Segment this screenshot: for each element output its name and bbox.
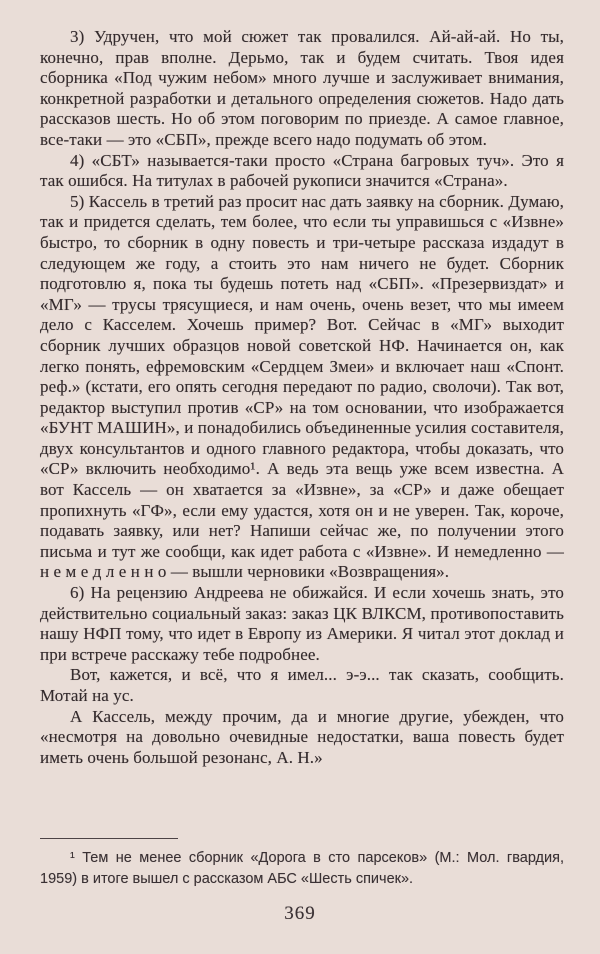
paragraph-item-4: 4) «СБТ» называется-таки просто «Страна багровых туч». Это я так ошибся. На титулах в рабочей рукописи значится «Страна». [40,150,564,191]
paragraph-closing: Вот, кажется, и всё, что я имел... э-э... так сказать, сообщить. Мотай на ус. [40,665,564,705]
footnote-text-line: ¹ Тем не менее сборник «Дорога в сто парсеков» (М.: Мол. гвардия, 1959) в итоге вышел с рассказом АБС «Шесть спичек». [40,850,564,887]
paragraph-item-5: 5) Кассель в третий раз просит нас дать заявку на сборник. Думаю, так и придется сделать, тем более, что если ты управишься с «Извне» быстро, то сборник в одну повесть и три-четыре рассказа издадут в следующем же году, а стоить это нам ничего не будет. Сборник подготовлю я, пока ты будешь потеть над «СБП». «Презервиздат» и «МГ» — трусы трясущиеся, и нам очень, очень везет, что мы имеем дело с Касселем. Хочешь пример? Вот. Сейчас в «МГ» выходит сборник лучших образцов новой советской НФ. Начинается он, как легко понять, ефремовским «Сердцем Змеи» и включает наш «Спонт. реф.» (кстати, его опять сегодня передают по радио, сволочи). Так вот, редактор выступил против «СР» на том основании, что изображается «БУНТ МАШИН», и понадобились объединенные усилия составителя, двух консультантов и одного главного редактора, чтобы доказать, что «СР» включить необходимо¹. А ведь эта вещь уже всем известна. А вот Кассель — он хватается за «Извне», за «СР» и даже обещает пропихнуть «ГФ», если ему удастся, хотя он и не уверен. Так, короче, подавать заявку, или нет? Напиши сейчас же, по получении этого письма и тут же сообщи, как идет работа с «Извне». И немедленно — н е м е д л е н н о — вышли черновики «Возвращения». [40,191,564,582]
paragraph-kassel-quote: А Кассель, между прочим, да и многие другие, убежден, что «несмотря на довольно очевидные недостатки, ваша повесть будет иметь очень большой резонанс, А. Н.» [40,706,564,767]
page-number: 369 [284,903,316,924]
footnote [40,848,564,890]
letter-body [40,27,564,768]
footnote-block [40,838,564,890]
footnote-divider [40,838,178,839]
paragraph-item-3: 3) Удручен, что мой сюжет так провалился. Ай-ай-ай. Но ты, конечно, прав вполне. Дерьмо, так и будем считать. Твоя идея сборника «Под чужим небом» много лучше и заслуживает внимания, конкретной разработки и детального определения сюжетов. Надо дать рассказов шесть. Но об этом поговорим по приезде. А самое главное, все-таки — это «СБП», прежде всего надо подумать об этом. [40,27,564,149]
paragraph-item-6: 6) На рецензию Андреева не обижайся. И если хочешь знать, это действительно социальный заказ: заказ ЦК ВЛКСМ, противопоставить нашу НФП тому, что идет в Европу из Америки. Я читал этот доклад и при встрече расскажу тебе подробнее. [40,583,564,664]
